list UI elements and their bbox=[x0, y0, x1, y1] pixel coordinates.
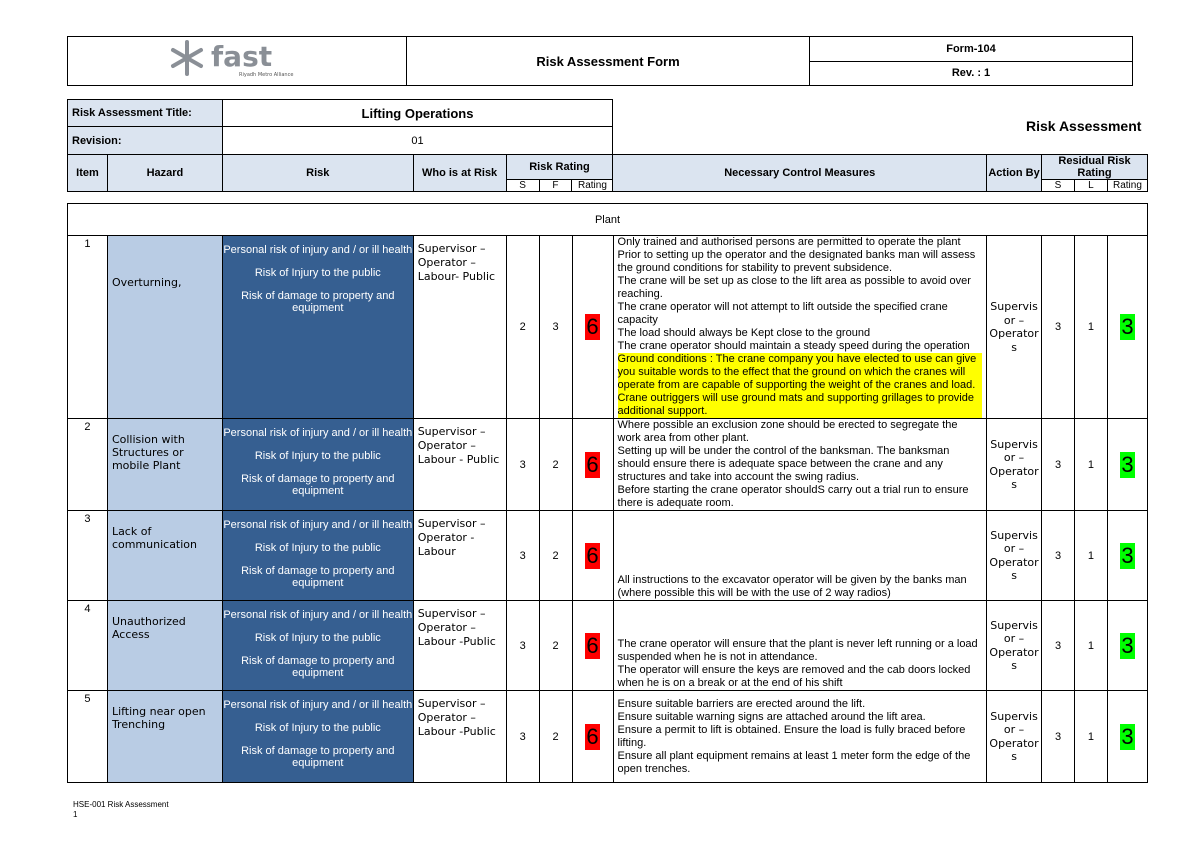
risk-cell bbox=[222, 601, 413, 691]
residual-rating-badge: 3 bbox=[1121, 451, 1134, 477]
severity: 3 bbox=[506, 511, 539, 601]
fast-logo-icon bbox=[167, 38, 307, 80]
risk-line: Risk of Injury to the public bbox=[254, 722, 381, 734]
svg-text:fast: fast bbox=[211, 39, 273, 73]
action-by: Supervis or – Operator s bbox=[987, 601, 1042, 691]
rating-cell bbox=[572, 601, 613, 691]
action-by: Supervis or – Operator s bbox=[987, 691, 1042, 783]
rating-cell bbox=[572, 419, 613, 511]
hazard-text: Overturning, bbox=[111, 276, 182, 289]
risk-line: Risk of damage to property and equipment bbox=[241, 655, 395, 679]
form-title: Risk Assessment Form bbox=[407, 37, 810, 86]
table-row bbox=[68, 236, 1148, 419]
table-row bbox=[68, 691, 1148, 783]
action-by: Supervis or – Operator s bbox=[987, 419, 1042, 511]
risk-line: Personal risk of injury and / or ill health bbox=[223, 244, 413, 256]
residual-rating-badge: 3 bbox=[1121, 542, 1134, 568]
residual-rating-cell bbox=[1107, 691, 1147, 783]
risk-line: Risk of damage to property and equipment bbox=[241, 745, 395, 769]
table-row bbox=[68, 511, 1148, 601]
severity: 3 bbox=[506, 419, 539, 511]
control-measures bbox=[613, 691, 987, 783]
col-hazard: Hazard bbox=[107, 155, 222, 192]
risk-rating-badge: 6 bbox=[586, 542, 599, 568]
form-number: Form-104 bbox=[810, 37, 1133, 62]
col-f: F bbox=[539, 180, 572, 192]
hazard-text: Lifting near open Trenching bbox=[111, 705, 206, 731]
severity: 3 bbox=[506, 691, 539, 783]
control-line: Prior to setting up the operator and the designated banks man will assess the ground conditions for stability to prevent subsidence. bbox=[617, 249, 976, 274]
hazard-cell bbox=[107, 236, 222, 419]
control-highlight: Ground conditions : The crane company you have elected to use can give you suitable words to the effect that the ground on which the cranes will operate from are capable of supporting the weight of the cranes and load. Crane outriggers will use ground mats and supporting grillages to provide additional support. bbox=[618, 353, 983, 418]
control-line: Ensure suitable warning signs are attached around the lift area. bbox=[617, 710, 926, 723]
frequency: 2 bbox=[539, 691, 572, 783]
col-residual: Residual Risk Rating bbox=[1042, 155, 1148, 180]
footer bbox=[73, 800, 169, 820]
control-line: The crane operator should maintain a steady speed during the operation bbox=[617, 340, 970, 352]
form-revision: Rev. : 1 bbox=[810, 61, 1133, 86]
residual-rating-cell bbox=[1107, 419, 1147, 511]
footer-page: 1 bbox=[73, 810, 78, 819]
control-line: Ensure a permit to lift is obtained. Ensure the load is fully braced before lifting. bbox=[617, 723, 966, 749]
residual-rating-badge: 3 bbox=[1121, 632, 1134, 658]
who-at-risk: Supervisor – Operator –Labour- Public bbox=[413, 236, 506, 419]
item-number: 5 bbox=[68, 691, 108, 783]
residual-likelihood: 1 bbox=[1075, 691, 1108, 783]
control-line: Only trained and authorised persons are permitted to operate the plant bbox=[617, 236, 961, 248]
action-by: Supervis or – Operator s bbox=[987, 511, 1042, 601]
control-measures bbox=[613, 601, 987, 691]
risk-cell bbox=[222, 511, 413, 601]
residual-likelihood: 1 bbox=[1075, 511, 1108, 601]
table-row bbox=[68, 601, 1148, 691]
control-measures bbox=[613, 419, 987, 511]
col-who: Who is at Risk bbox=[413, 155, 506, 192]
col-res-l: L bbox=[1074, 180, 1107, 192]
severity: 2 bbox=[506, 236, 539, 419]
risk-rating-badge: 6 bbox=[586, 632, 599, 658]
risk-line: Risk of Injury to the public bbox=[254, 632, 381, 644]
who-at-risk: Supervisor – Operator -Labour bbox=[413, 511, 506, 601]
hazard-cell bbox=[107, 691, 222, 783]
risk-rating-badge: 6 bbox=[586, 723, 599, 749]
col-action-by: Action By bbox=[987, 155, 1042, 192]
residual-likelihood: 1 bbox=[1075, 601, 1108, 691]
residual-rating-cell bbox=[1107, 511, 1147, 601]
title-label: Risk Assessment Title: bbox=[68, 100, 223, 127]
hazard-text: Collision with Structures or mobile Plant bbox=[111, 433, 185, 472]
title-value: Lifting Operations bbox=[223, 100, 613, 127]
side-heading: Risk Assessment bbox=[1026, 118, 1142, 134]
col-rating: Rating bbox=[572, 180, 613, 192]
col-risk: Risk bbox=[222, 155, 413, 192]
form-header bbox=[67, 36, 1133, 86]
col-s: S bbox=[506, 180, 539, 192]
control-line: The crane will be set up as close to the lift area as possible to avoid over reaching. bbox=[617, 275, 971, 300]
hazard-cell bbox=[107, 419, 222, 511]
col-res-rating: Rating bbox=[1107, 180, 1147, 192]
control-line: Where possible an exclusion zone should be erected to segregate the work area from other plant. bbox=[617, 419, 958, 444]
column-header bbox=[67, 154, 1148, 192]
residual-severity: 3 bbox=[1042, 419, 1075, 511]
risk-line: Risk of Injury to the public bbox=[254, 267, 381, 279]
revision-value: 01 bbox=[223, 127, 613, 155]
hazard-cell bbox=[107, 511, 222, 601]
control-line: Before starting the crane operator shouldS carry out a trial run to ensure there is adequate room. bbox=[617, 484, 969, 509]
residual-rating-cell bbox=[1107, 236, 1147, 419]
item-number: 2 bbox=[68, 419, 108, 511]
col-controls: Necessary Control Measures bbox=[613, 155, 987, 192]
control-measures bbox=[613, 236, 987, 419]
residual-severity: 3 bbox=[1042, 511, 1075, 601]
residual-severity: 3 bbox=[1042, 691, 1075, 783]
control-line: Ensure all plant equipment remains at least 1 meter form the edge of the open trenches. bbox=[617, 749, 971, 775]
risk-cell bbox=[222, 691, 413, 783]
frequency: 2 bbox=[539, 601, 572, 691]
risk-line: Personal risk of injury and / or ill health bbox=[223, 609, 413, 621]
table-row bbox=[68, 419, 1148, 511]
rating-cell bbox=[572, 236, 613, 419]
revision-label: Revision: bbox=[68, 127, 223, 155]
hazard-text: Unauthorized Access bbox=[111, 615, 186, 641]
residual-likelihood: 1 bbox=[1075, 419, 1108, 511]
col-item: Item bbox=[68, 155, 108, 192]
control-line: The crane operator will not attempt to lift outside the specified crane capacity bbox=[617, 301, 948, 326]
who-at-risk: Supervisor – Operator –Labour - Public bbox=[413, 419, 506, 511]
svg-text:Riyadh Metro Alliance: Riyadh Metro Alliance bbox=[239, 71, 294, 78]
who-at-risk: Supervisor – Operator –Labour -Public bbox=[413, 601, 506, 691]
residual-rating-badge: 3 bbox=[1121, 314, 1134, 339]
hazard-text: Lack of communication bbox=[111, 525, 198, 551]
risk-line: Personal risk of injury and / or ill health bbox=[223, 519, 413, 531]
risk-table bbox=[67, 203, 1148, 783]
who-at-risk: Supervisor – Operator –Labour -Public bbox=[413, 691, 506, 783]
risk-line: Risk of damage to property and equipment bbox=[241, 290, 395, 314]
logo-cell bbox=[68, 37, 407, 86]
risk-rating-badge: 6 bbox=[586, 314, 599, 339]
severity: 3 bbox=[506, 601, 539, 691]
frequency: 3 bbox=[539, 236, 572, 419]
footer-doc: HSE-001 Risk Assessment bbox=[73, 800, 169, 809]
hazard-cell bbox=[107, 601, 222, 691]
col-risk-rating: Risk Rating bbox=[506, 155, 613, 180]
risk-cell bbox=[222, 236, 413, 419]
frequency: 2 bbox=[539, 511, 572, 601]
action-by: Supervis or – Operator s bbox=[987, 236, 1042, 419]
item-number: 1 bbox=[68, 236, 108, 419]
control-line: The operator will ensure the keys are removed and the cab doors locked when he is on a break or at the end of his shift bbox=[617, 664, 971, 689]
residual-severity: 3 bbox=[1042, 236, 1075, 419]
control-measures bbox=[613, 511, 987, 601]
control-line: Setting up will be under the control of the banksman. The banksman should ensure there is adequate space between the crane and any structures and take into account the swing radius. bbox=[617, 445, 950, 483]
risk-line: Risk of damage to property and equipment bbox=[241, 473, 395, 497]
risk-line: Risk of Injury to the public bbox=[254, 542, 381, 554]
frequency: 2 bbox=[539, 419, 572, 511]
control-line: Ensure suitable barriers are erected around the lift. bbox=[617, 697, 866, 710]
risk-line: Personal risk of injury and / or ill health bbox=[223, 427, 413, 439]
risk-line: Risk of Injury to the public bbox=[254, 450, 381, 462]
residual-likelihood: 1 bbox=[1075, 236, 1108, 419]
control-line: The load should always be Kept close to the ground bbox=[617, 327, 871, 339]
item-number: 3 bbox=[68, 511, 108, 601]
control-line: All instructions to the excavator operator will be given by the banks man (where possible this will be with the use of 2 way radios) bbox=[617, 574, 967, 599]
info-block bbox=[67, 99, 613, 155]
item-number: 4 bbox=[68, 601, 108, 691]
col-res-s: S bbox=[1042, 180, 1075, 192]
risk-cell bbox=[222, 419, 413, 511]
risk-line: Risk of damage to property and equipment bbox=[241, 565, 395, 589]
residual-rating-cell bbox=[1107, 601, 1147, 691]
risk-rating-badge: 6 bbox=[586, 451, 599, 477]
control-line: The crane operator will ensure that the plant is never left running or a load suspended when he is not in attendance. bbox=[617, 638, 978, 663]
rating-cell bbox=[572, 511, 613, 601]
residual-severity: 3 bbox=[1042, 601, 1075, 691]
rating-cell bbox=[572, 691, 613, 783]
risk-line: Personal risk of injury and / or ill health bbox=[223, 699, 413, 711]
residual-rating-badge: 3 bbox=[1121, 723, 1134, 749]
section-title: Plant bbox=[68, 204, 1148, 236]
